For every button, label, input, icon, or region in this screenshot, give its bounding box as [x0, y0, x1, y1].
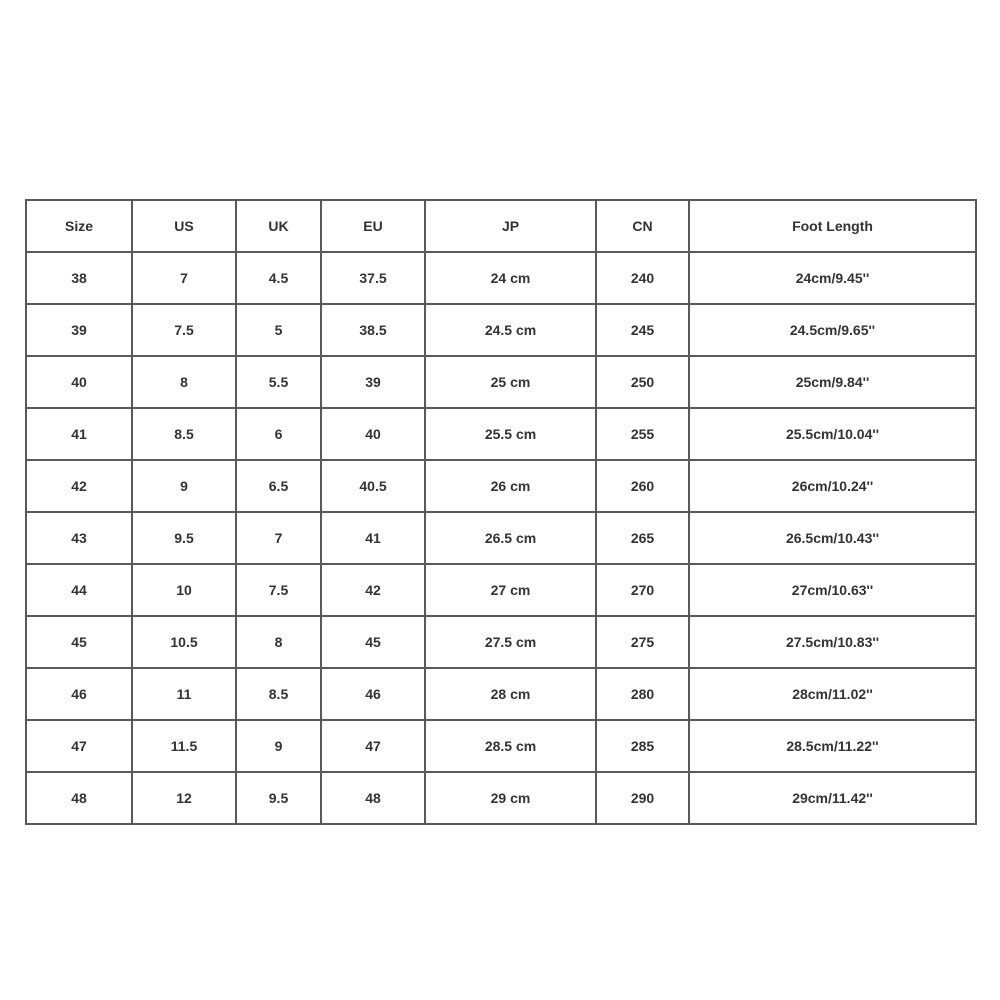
header-uk: UK: [236, 200, 321, 252]
cell-cn: 280: [596, 668, 689, 720]
cell-eu: 38.5: [321, 304, 425, 356]
cell-eu: 41: [321, 512, 425, 564]
table-row: [26, 460, 976, 512]
cell-cn: 240: [596, 252, 689, 304]
cell-size: 38: [26, 252, 132, 304]
table-row: [26, 616, 976, 668]
cell-uk: 5.5: [236, 356, 321, 408]
cell-size: 46: [26, 668, 132, 720]
cell-jp: 24.5 cm: [425, 304, 596, 356]
cell-cn: 255: [596, 408, 689, 460]
cell-jp: 28.5 cm: [425, 720, 596, 772]
cell-cn: 250: [596, 356, 689, 408]
cell-uk: 5: [236, 304, 321, 356]
table-row: [26, 668, 976, 720]
cell-us: 11: [132, 668, 236, 720]
cell-us: 9.5: [132, 512, 236, 564]
cell-size: 45: [26, 616, 132, 668]
cell-uk: 8.5: [236, 668, 321, 720]
cell-cn: 290: [596, 772, 689, 824]
table-row: [26, 564, 976, 616]
cell-uk: 9: [236, 720, 321, 772]
cell-foot-length: 26.5cm/10.43'': [689, 512, 976, 564]
cell-foot-length: 24cm/9.45'': [689, 252, 976, 304]
header-eu: EU: [321, 200, 425, 252]
cell-us: 12: [132, 772, 236, 824]
table-row: [26, 772, 976, 824]
cell-eu: 40.5: [321, 460, 425, 512]
cell-size: 44: [26, 564, 132, 616]
cell-eu: 46: [321, 668, 425, 720]
cell-us: 8.5: [132, 408, 236, 460]
cell-jp: 26.5 cm: [425, 512, 596, 564]
cell-jp: 29 cm: [425, 772, 596, 824]
cell-us: 11.5: [132, 720, 236, 772]
cell-jp: 27.5 cm: [425, 616, 596, 668]
cell-foot-length: 28.5cm/11.22'': [689, 720, 976, 772]
cell-eu: 45: [321, 616, 425, 668]
cell-eu: 48: [321, 772, 425, 824]
cell-cn: 265: [596, 512, 689, 564]
cell-us: 8: [132, 356, 236, 408]
size-chart-table: [25, 199, 977, 825]
cell-foot-length: 27.5cm/10.83'': [689, 616, 976, 668]
cell-jp: 26 cm: [425, 460, 596, 512]
header-row: [26, 200, 976, 252]
cell-uk: 6: [236, 408, 321, 460]
cell-jp: 25.5 cm: [425, 408, 596, 460]
cell-jp: 25 cm: [425, 356, 596, 408]
cell-us: 10: [132, 564, 236, 616]
cell-jp: 28 cm: [425, 668, 596, 720]
cell-size: 43: [26, 512, 132, 564]
cell-us: 7.5: [132, 304, 236, 356]
table-body: [26, 252, 976, 824]
cell-uk: 9.5: [236, 772, 321, 824]
table-header: [26, 200, 976, 252]
cell-cn: 260: [596, 460, 689, 512]
cell-uk: 4.5: [236, 252, 321, 304]
cell-size: 41: [26, 408, 132, 460]
cell-size: 40: [26, 356, 132, 408]
cell-eu: 39: [321, 356, 425, 408]
header-cn: CN: [596, 200, 689, 252]
cell-foot-length: 25cm/9.84'': [689, 356, 976, 408]
table-row: [26, 304, 976, 356]
cell-cn: 270: [596, 564, 689, 616]
cell-uk: 8: [236, 616, 321, 668]
cell-size: 48: [26, 772, 132, 824]
cell-eu: 42: [321, 564, 425, 616]
table-row: [26, 408, 976, 460]
cell-eu: 40: [321, 408, 425, 460]
cell-foot-length: 24.5cm/9.65'': [689, 304, 976, 356]
cell-foot-length: 29cm/11.42'': [689, 772, 976, 824]
cell-eu: 47: [321, 720, 425, 772]
header-foot-length: Foot Length: [689, 200, 976, 252]
cell-cn: 285: [596, 720, 689, 772]
cell-uk: 7: [236, 512, 321, 564]
cell-size: 47: [26, 720, 132, 772]
cell-foot-length: 25.5cm/10.04'': [689, 408, 976, 460]
cell-cn: 245: [596, 304, 689, 356]
cell-foot-length: 27cm/10.63'': [689, 564, 976, 616]
cell-foot-length: 28cm/11.02'': [689, 668, 976, 720]
table-row: [26, 720, 976, 772]
table-row: [26, 356, 976, 408]
table-row: [26, 512, 976, 564]
cell-jp: 24 cm: [425, 252, 596, 304]
cell-jp: 27 cm: [425, 564, 596, 616]
cell-eu: 37.5: [321, 252, 425, 304]
cell-uk: 7.5: [236, 564, 321, 616]
header-size: Size: [26, 200, 132, 252]
cell-us: 10.5: [132, 616, 236, 668]
cell-uk: 6.5: [236, 460, 321, 512]
cell-size: 39: [26, 304, 132, 356]
header-jp: JP: [425, 200, 596, 252]
cell-size: 42: [26, 460, 132, 512]
cell-foot-length: 26cm/10.24'': [689, 460, 976, 512]
header-us: US: [132, 200, 236, 252]
cell-us: 7: [132, 252, 236, 304]
table-row: [26, 252, 976, 304]
cell-us: 9: [132, 460, 236, 512]
cell-cn: 275: [596, 616, 689, 668]
